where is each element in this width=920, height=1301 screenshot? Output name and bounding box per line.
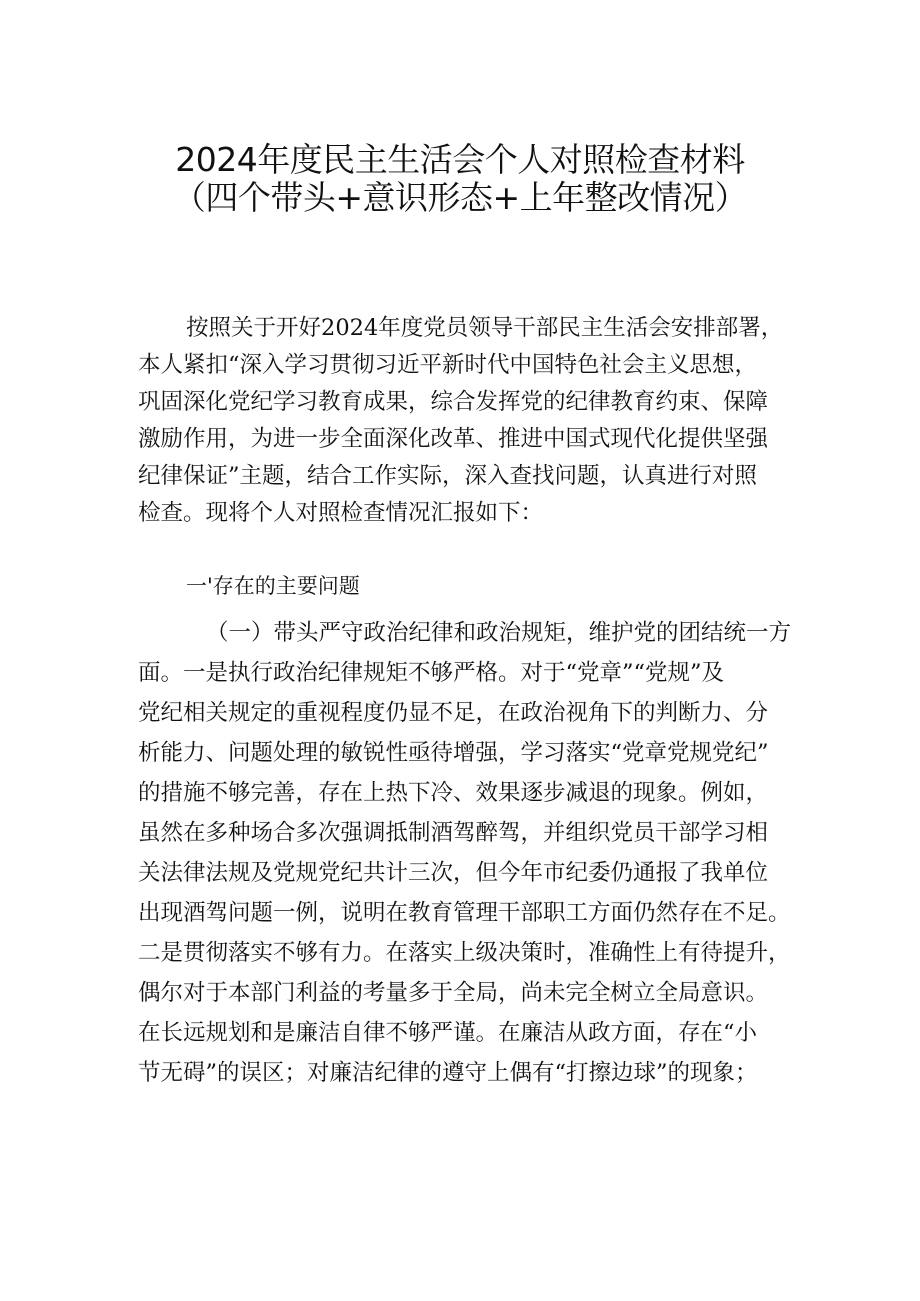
paragraph-line: 偶尔对于本部门利益的考量多于全局，尚未完全树立全局意识。 <box>138 980 769 1006</box>
paragraph-line: 激励作用，为进一步全面深化改革、推进中国式现代化提供坚强 <box>138 426 769 452</box>
paragraph-line: 巩固深化党纪学习教育成果，综合发挥党的纪律教育约束、保障 <box>138 389 769 415</box>
paragraph-line: 按照关于开好2024年度党员领导干部民主生活会安排部署， <box>186 315 784 341</box>
document-title: 2024年度民主生活会个人对照检查材料 <box>175 140 745 179</box>
paragraph-line: 节无碍”的误区；对廉洁纪律的遵守上偶有“打擦边球”的现象； <box>138 1060 758 1086</box>
paragraph-line: 在长远规划和是廉洁自律不够严谨。在廉洁从政方面，存在“小 <box>138 1020 758 1046</box>
paragraph-line: 析能力、问题处理的敏锐性亟待增强，学习落实“党章党规党纪” <box>138 740 769 766</box>
paragraph-line: 纪律保证”主题，结合工作实际，深入查找问题，认真进行对照 <box>138 463 758 489</box>
paragraph-line: 虽然在多种场合多次强调抵制酒驾醉驾，并组织党员干部学习相 <box>138 820 769 846</box>
document-subtitle: （四个带头+意识形态+上年整改情况） <box>172 178 748 217</box>
paragraph-line: 的措施不够完善，存在上热下冷、效果逐步减退的现象。例如， <box>138 780 769 806</box>
paragraph-line: 党纪相关规定的重视程度仍显不足，在政治视角下的判断力、分 <box>138 700 769 726</box>
paragraph-line: （一）带头严守政治纪律和政治规矩，维护党的团结统一方 <box>206 620 792 646</box>
paragraph-line: 本人紧扣“深入学习贯彻习近平新时代中国特色社会主义思想， <box>138 352 758 378</box>
paragraph-line: 二是贯彻落实不够有力。在落实上级决策时，准确性上有待提升， <box>138 940 791 966</box>
section-heading: 一'存在的主要问题 <box>186 574 360 598</box>
paragraph-line: 出现酒驾问题一例，说明在教育管理干部职工方面仍然存在不足。 <box>138 900 791 926</box>
paragraph-line: 关法律法规及党规党纪共计三次，但今年市纪委仍通报了我单位 <box>138 860 769 886</box>
paragraph-line: 面。一是执行政治纪律规矩不够严格。对于“党章”“党规”及 <box>138 660 725 686</box>
paragraph-line: 检查。现将个人对照检查情况汇报如下： <box>138 500 544 526</box>
